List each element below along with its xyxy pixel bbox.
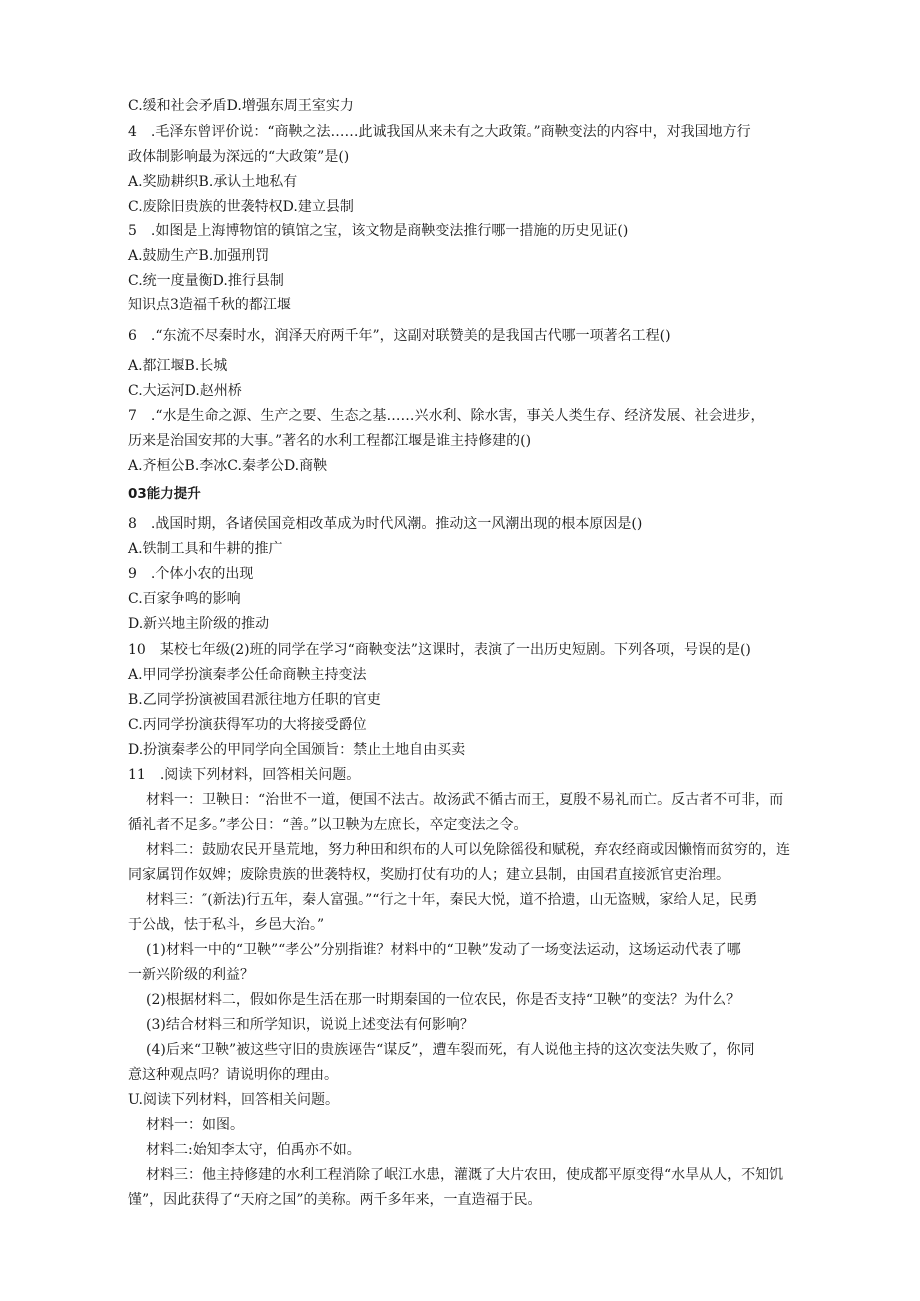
sub-question: 一新兴阶级的利益？ <box>128 967 254 983</box>
option-line: A.甲同学扮演秦孝公任命商鞅主持变法 <box>128 667 367 683</box>
option-line: C.大运河D.赵州桥 <box>128 383 242 399</box>
question-12: U.阅读下列材料，回答相关问题。 <box>128 1092 339 1108</box>
section-heading: 知识点3造福千秋的都江堰 <box>128 297 291 313</box>
question-11: 11 .阅读下列材料，回答相关问题。 <box>128 767 361 783</box>
material-paragraph: 材料三：″(新法)行五年，秦人富强。”“行之十年，秦民大悦，道不拾遗，山无盗贼，家给人足，民勇 <box>146 892 758 908</box>
sub-question: 意这种观点吗？请说明你的理由。 <box>128 1067 338 1083</box>
question-8: 8 .战国时期，各诸侯国竞相改革成为时代风潮。推动这一风潮出现的根本原因是() <box>128 516 643 532</box>
material-paragraph: 于公战，怯于私斗，乡邑大治。” <box>128 917 325 933</box>
option-line: D.新兴地主阶级的推动 <box>128 616 270 632</box>
material-paragraph: 材料二:始知李太守，伯禹亦不如。 <box>146 1142 361 1158</box>
material-paragraph: 材料三：他主持修建的水利工程消除了岷江水患，灌溉了大片农田，使成都平原变得“水旱从人，不知饥 <box>146 1167 784 1183</box>
option-line: 9 .个体小农的出现 <box>128 566 254 582</box>
question-7-cont: 历来是治国安邦的大事。”著名的水利工程都江堰是谁主持修建的() <box>128 433 532 449</box>
option-line: C.百家争鸣的影响 <box>128 591 241 607</box>
material-paragraph: 材料二：鼓励农民开垦荒地，努力种田和织布的人可以免除徭役和赋税，弃农经商或因懒惰而贫穷的，连 <box>146 842 790 858</box>
material-paragraph: 材料一：如图。 <box>146 1117 244 1133</box>
question-5: 5 .如图是上海博物馆的镇馆之宝，该文物是商鞅变法推行哪一措施的历史见证() <box>128 223 629 239</box>
option-line: C.丙同学扮演获得军功的大将接受爵位 <box>128 717 367 733</box>
option-line: C.统一度量衡D.推行县制 <box>128 273 284 289</box>
sub-question: (4)后来“卫鞅”被这些守旧的贵族诬告“谋反”，遭车裂而死，有人说他主持的这次变法失败了，你同 <box>146 1042 755 1058</box>
section-heading: 03能力提升 <box>128 486 201 502</box>
material-paragraph: 循礼者不足多。”孝公日：“善。”以卫鞅为左庶长，卒定变法之令。 <box>128 817 528 833</box>
sub-question: (1)材料一中的“卫鞅”“孝公”分别指谁？材料中的“卫鞅”发动了一场变法运动，这场运动代表了哪 <box>146 942 741 958</box>
question-4-cont: 政体制影响最为深远的“大政策”是() <box>128 149 350 165</box>
material-paragraph: 材料一：卫鞅日：“治世不一道，便国不法古。故汤武不循古而王，夏殷不易礼而亡。反古者不可非，而 <box>146 792 784 808</box>
material-paragraph: 馑”，因此获得了“天府之国”的美称。两千多年来，一直造福于民。 <box>128 1192 542 1208</box>
question-10: 10 某校七年级(2)班的同学在学习“商鞅变法”这课时，表演了一出历史短剧。下列各项，号误的是() <box>128 642 751 658</box>
question-4: 4 .毛泽东曾评价说：“商鞅之法……此诚我国从来未有之大政策。”商鞅变法的内容中，对我国地方行 <box>128 124 751 140</box>
option-line: C.缓和社会矛盾D.增强东周王室实力 <box>128 98 354 114</box>
option-line: D.扮演秦孝公的甲同学向全国颁旨：禁止土地自由买卖 <box>128 742 466 758</box>
option-line: C.废除旧贵族的世袭特权D.建立县制 <box>128 199 354 215</box>
option-line: A.鼓励生产B.加强刑罚 <box>128 248 270 264</box>
option-line: A.铁制工具和牛耕的推广 <box>128 541 283 557</box>
option-line: A.齐桓公B.李冰C.秦孝公D.商鞅 <box>128 458 328 474</box>
material-paragraph: 同家属罚作奴婢；废除贵族的世袭特权，奖励打仗有功的人；建立县制，由国君直接派官吏治理。 <box>128 867 730 883</box>
sub-question: (2)根据材料二，假如你是生活在那一时期秦国的一位农民，你是否支持“卫鞅”的变法？为什么？ <box>146 992 741 1008</box>
option-line: B.乙同学扮演被国君派往地方任职的官吏 <box>128 692 381 708</box>
option-line: A.奖励耕织B.承认土地私有 <box>128 174 298 190</box>
option-line: A.都江堰B.长城 <box>128 358 228 374</box>
question-6: 6 .“东流不尽秦时水，润泽天府两千年”，这副对联赞美的是我国古代哪一项著名工程() <box>128 328 671 344</box>
sub-question: (3)结合材料三和所学知识，说说上述变法有何影响？ <box>146 1017 474 1033</box>
question-7: 7 .“水是生命之源、生产之要、生态之基……兴水利、除水害，事关人类生存、经济发展、社会进步， <box>128 408 765 424</box>
